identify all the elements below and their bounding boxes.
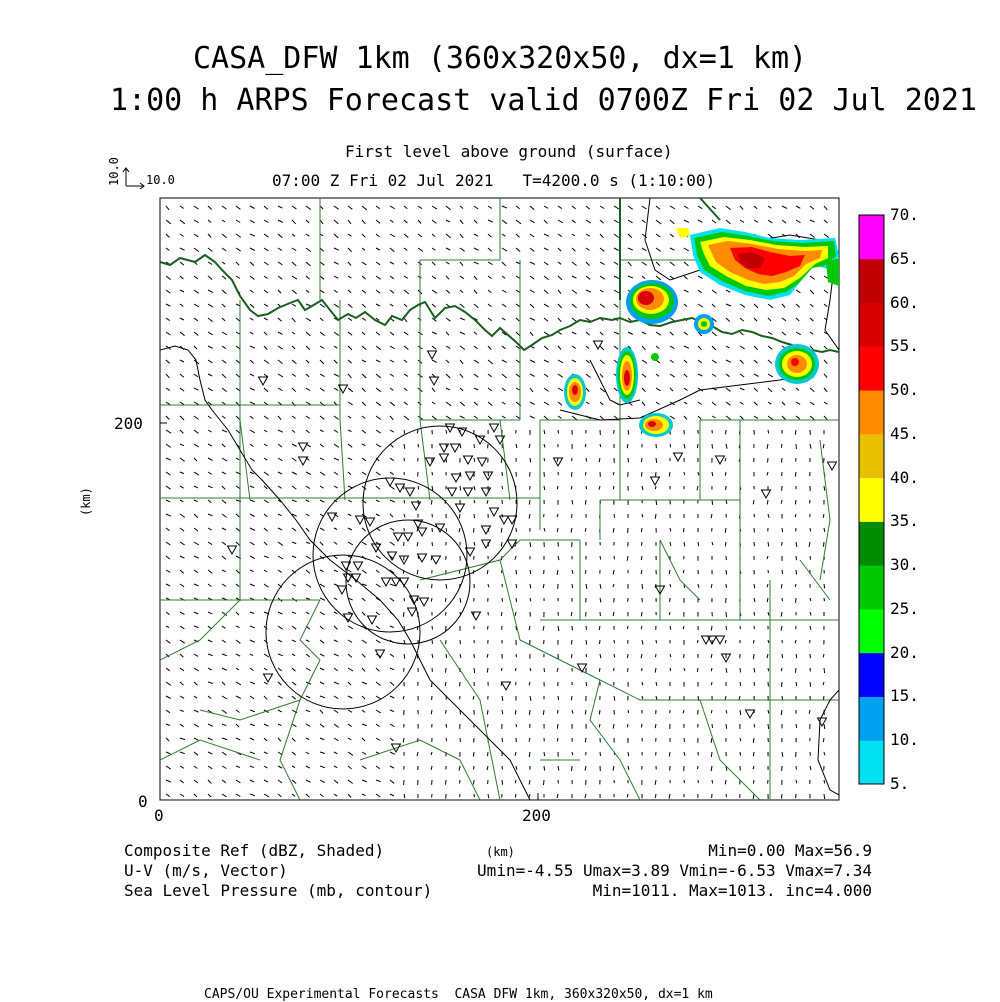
wind-vector [432,626,433,630]
wind-vector [572,584,573,588]
wind-vector [782,654,783,658]
wind-vector [600,444,601,447]
wind-vector [571,654,572,658]
wind-vector [810,682,811,687]
wind-vector [711,682,712,685]
wind-vector [473,752,474,757]
colorbar-label: 30. [890,557,919,573]
wind-vector [712,472,713,476]
wind-vector [474,528,475,533]
wind-vector [558,710,559,714]
wind-vector [768,430,769,433]
wind-vector [698,766,699,769]
wind-vector [446,724,447,728]
colorbar-swatch [859,303,884,347]
wind-vector [754,542,755,546]
wind-vector [586,682,587,686]
vector-ref-arrows [123,168,144,189]
legend-contour-label: Sea Level Pressure (mb, contour) [124,883,432,899]
wind-vector [529,752,530,757]
wind-vector [754,724,755,727]
wind-vector [712,444,713,449]
wind-vector [600,752,601,756]
wind-vector [795,500,796,504]
wind-vector [726,430,727,434]
wind-vector [404,430,405,434]
wind-vector [488,752,489,756]
wind-vector [782,458,783,463]
wind-vector [824,584,825,588]
wind-vector [502,738,503,742]
y-tick-0: 0 [138,794,148,810]
wind-vector [586,640,587,645]
wind-vector [558,430,559,434]
colorbar-label: 25. [890,601,919,617]
wind-vector [445,598,446,602]
wind-vector [585,472,586,475]
wind-vector [502,486,503,489]
wind-vector [446,584,447,589]
colorbar-swatch [859,740,884,784]
wind-vector [446,430,447,434]
wind-vector [669,472,670,477]
wind-vector [544,458,545,461]
wind-vector [684,472,685,475]
x-axis-label: (km) [486,846,515,858]
wind-vector [487,668,488,673]
wind-vector [655,486,656,489]
footer-credit: CAPS/OU Experimental Forecasts CASA DFW 1km, 360x320x50, dx=1 km [204,988,713,1001]
colorbar-label: 5. [890,776,909,792]
wind-vector [501,542,502,547]
wind-vector [810,654,811,658]
wind-vector [753,780,754,784]
wind-vector [501,668,502,671]
wind-vector [655,514,656,519]
wind-vector [753,752,754,756]
wind-vector [768,458,769,463]
wind-vector [432,640,433,644]
colorbar-label: 40. [890,470,919,486]
wind-vector [711,752,712,757]
wind-vector [404,500,405,503]
wind-vector [432,472,433,475]
wind-vector [571,486,572,489]
wind-vector [796,598,797,603]
wind-vector [418,738,419,742]
colorbar-swatch [859,609,884,653]
colorbar-swatch [859,696,884,740]
wind-vector [431,710,432,714]
wind-vector [516,598,517,602]
wind-vector [726,570,727,575]
wind-vector [740,668,741,672]
wind-vector [754,612,755,616]
colorbar-label: 20. [890,645,919,661]
legend-shaded-range: Min=0.00 Max=56.9 [708,843,872,859]
wind-vector [446,780,447,785]
level-label: First level above ground (surface) [345,144,673,160]
legend-vector-label: U-V (m/s, Vector) [124,863,288,879]
wind-vector [586,486,587,489]
wind-vector [585,570,586,574]
wind-vector [684,528,685,532]
legend-contour-range: Min=1011. Max=1013. inc=4.000 [593,883,872,899]
wind-vector [488,724,489,727]
wind-vector [572,640,573,644]
wind-vector [754,640,755,644]
wind-vector [418,444,419,447]
wind-vector [684,780,685,783]
wind-vector [754,514,755,517]
wind-vector [712,724,713,728]
colorbar-label: 35. [890,513,919,529]
wind-vector [641,612,642,616]
wind-vector [782,794,783,798]
wind-vector [599,668,600,672]
wind-vector [796,682,797,686]
wind-vector [614,556,615,559]
wind-vector [530,710,531,715]
wind-vector [586,458,587,462]
wind-vector [446,738,447,741]
colorbar-label: 50. [890,382,919,398]
wind-vector [753,738,754,743]
wind-vector [782,598,783,601]
wind-vector [641,528,642,532]
vector-ref-vertical: 10.0 [108,157,120,186]
wind-vector [516,724,517,727]
wind-vector [795,472,796,477]
colorbar-label: 60. [890,295,919,311]
wind-vector [670,668,671,671]
wind-vector [515,794,516,798]
wind-vector [810,556,811,560]
wind-vector [641,542,642,546]
colorbar-swatch [859,346,884,390]
wind-vector [403,612,404,617]
wind-vector [824,696,825,700]
wind-vector [656,458,657,463]
wind-vector [641,724,642,727]
wind-vector [711,626,712,631]
wind-vector [460,486,461,490]
wind-vector [572,766,573,771]
wind-vector [515,668,516,671]
wind-vector [781,444,782,448]
wind-vector [431,598,432,602]
wind-vector [712,500,713,505]
wind-vector [544,486,545,490]
wind-vector [669,612,670,615]
wind-vector [446,528,447,532]
wind-vector [656,500,657,505]
wind-vector [726,612,727,617]
wind-vector [628,654,629,658]
wind-vector [446,654,447,658]
legend-vector-range: Umin=-4.55 Umax=3.89 Vmin=-6.53 Vmax=7.34 [477,863,872,879]
colorbar-swatch [859,434,884,478]
wind-vector [697,668,698,672]
colorbar-swatch [859,215,884,259]
wind-vector [614,640,615,643]
y-tick-200: 200 [114,416,143,432]
colorbar-swatch [859,390,884,434]
wind-vector [474,668,475,673]
wind-vector [530,542,531,547]
wind-vector [754,682,755,686]
wind-vector [670,584,671,587]
wind-vector [571,472,572,477]
vector-ref-horizontal: 10.0 [146,174,175,186]
wind-vector [767,500,768,504]
wind-vector [404,626,405,630]
wind-vector [488,626,489,629]
colorbar-label: 15. [890,688,919,704]
wind-vector [487,710,488,714]
wind-vector [628,752,629,756]
wind-vector [753,500,754,504]
wind-vector [445,612,446,616]
wind-vector [656,654,657,657]
wind-vector [768,668,769,671]
wind-vector [824,528,825,532]
wind-vector [516,584,517,588]
wind-vector [698,444,699,448]
wind-vector [698,542,699,546]
colorbar-swatch [859,653,884,697]
wind-vector [796,556,797,560]
colorbar-label: 55. [890,338,919,354]
wind-vector [628,458,629,462]
wind-vector [460,780,461,784]
wind-vector [824,542,825,547]
wind-vector [796,724,797,728]
wind-vector [404,458,405,461]
wind-vector [782,570,783,574]
wind-vector [529,500,530,505]
wind-vector [600,556,601,560]
wind-vector [404,598,405,601]
wind-vector [571,696,572,700]
wind-vector [558,696,559,700]
wind-vector [824,668,825,673]
wind-vector [641,458,642,462]
wind-vector [474,780,475,785]
wind-vector [530,458,531,462]
wind-vector [795,668,796,673]
wind-vector [642,584,643,589]
wind-vector [726,724,727,729]
wind-vector [740,710,741,715]
x-tick-200: 200 [522,808,551,824]
wind-vector [599,710,600,714]
wind-vector [627,724,628,727]
colorbar-label: 45. [890,426,919,442]
wind-vector [670,696,671,700]
wind-vector [796,570,797,574]
colorbar-swatch [859,259,884,303]
wind-vector [670,444,671,447]
reflectivity-colorbar [859,215,884,785]
wind-vector [768,542,769,546]
wind-vector [655,794,656,798]
wind-vector [628,710,629,713]
wind-vector [656,640,657,643]
wind-vector [740,682,741,686]
wind-vector [432,542,433,546]
y-axis-label: (km) [80,487,92,516]
x-tick-0: 0 [154,808,164,824]
colorbar-label: 10. [890,732,919,748]
wind-vector [544,752,545,756]
wind-vector [544,668,545,672]
wind-vector [543,710,544,715]
wind-vector [698,640,699,643]
wind-vector [641,556,642,560]
wind-vector [474,794,475,797]
title-line-1: CASA_DFW 1km (360x320x50, dx=1 km) [193,44,807,74]
wind-vector [474,514,475,518]
wind-vector [502,780,503,785]
wind-vector [446,668,447,673]
wind-vector [781,584,782,588]
wind-vector [488,472,489,476]
wind-vector [725,528,726,533]
wind-vector [726,794,727,797]
wind-vector [585,500,586,505]
wind-vector [684,542,685,546]
wind-vector [459,514,460,518]
wind-vector [768,724,769,729]
wind-vector [684,738,685,742]
wind-vector [810,528,811,531]
wind-vector [740,752,741,756]
wind-vector [585,738,586,742]
wind-vector [669,752,670,756]
wind-vector [516,654,517,657]
wind-vector [544,766,545,771]
wind-vector [824,486,825,491]
legend-shaded-label: Composite Ref (dBZ, Shaded) [124,843,384,859]
wind-vector [712,780,713,783]
wind-vector [627,626,628,629]
wind-vector [754,654,755,659]
wind-vector [544,780,545,785]
wind-vector [502,598,503,602]
wind-vector [418,584,419,588]
wind-vector [586,654,587,657]
wind-vector [613,486,614,489]
wind-vector [824,780,825,784]
wind-vector [431,500,432,505]
wind-vector [782,682,783,687]
wind-vector [585,710,586,714]
wind-vector [600,640,601,644]
wind-vector [782,528,783,532]
wind-vector [543,584,544,588]
wind-vector [725,542,726,546]
wind-vector [795,430,796,435]
wind-vector [683,570,684,573]
wind-vector [725,472,726,476]
wind-vector [613,472,614,475]
wind-vector [557,724,558,729]
colorbar-label: 65. [890,251,919,267]
colorbar-swatch [859,521,884,565]
wind-vector [614,654,615,658]
wind-vector [824,794,825,799]
wind-vector [614,514,615,518]
wind-vector [586,626,587,630]
wind-vector [642,472,643,477]
time-label: 07:00 Z Fri 02 Jul 2021 T=4200.0 s (1:10:00) [272,173,715,189]
wind-vector [599,724,600,727]
wind-vector [823,738,824,742]
wind-vector [502,766,503,770]
wind-vector [516,570,517,574]
wind-vector [515,710,516,715]
colorbar-swatch [859,478,884,522]
colorbar-label: 70. [890,207,919,223]
wind-vector [726,626,727,630]
wind-vector [474,766,475,770]
colorbar-swatch [859,565,884,609]
title-line-2: 1:00 h ARPS Forecast valid 0700Z Fri 02 Jul 2021 [110,86,977,116]
